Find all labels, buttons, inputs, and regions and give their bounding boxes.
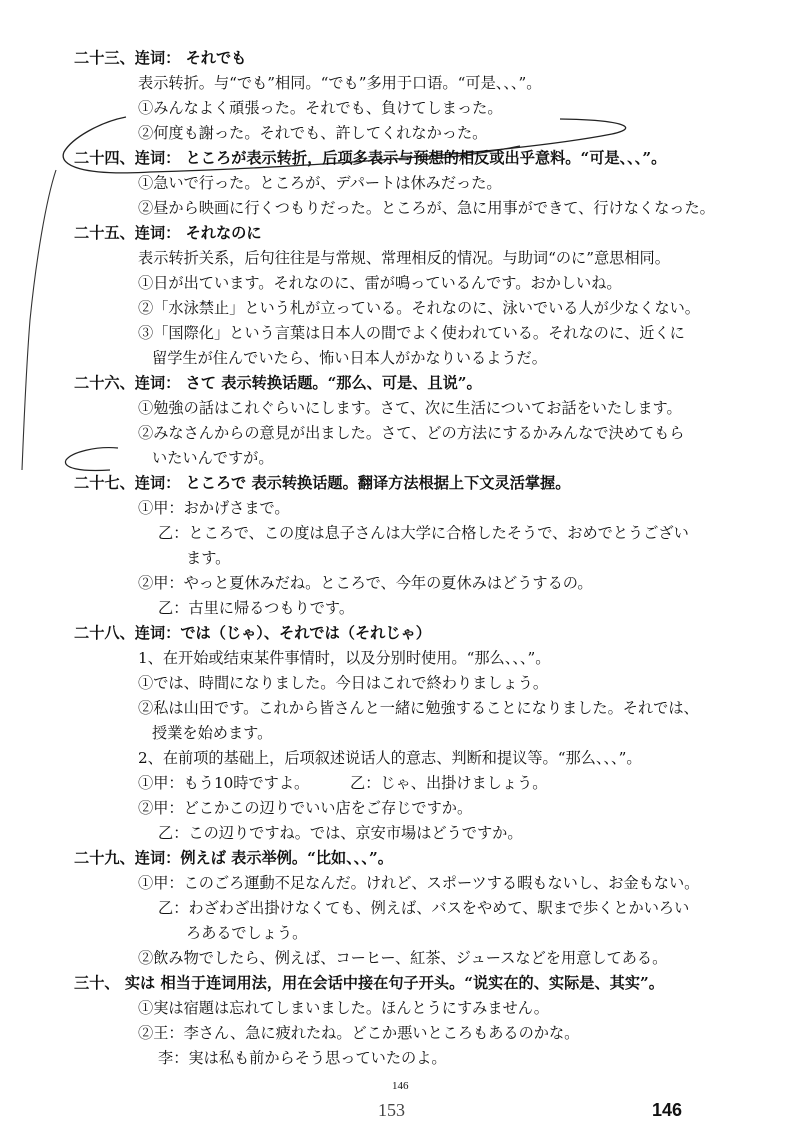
section-heading: 二十四、连词： ところが表示转折，后项多表示与预想的相反或出乎意料。“可是、、、”。 (74, 149, 667, 167)
example-line: ①急いで行った。ところが、デパートは休みだった。 (138, 174, 502, 192)
example-line: ②飲み物でしたら、例えば、コーヒー、紅茶、ジュースなどを用意してある。 (138, 949, 668, 967)
page-number-handwritten: 153 (378, 1100, 405, 1120)
dialogue-line: 乙：わざわざ出掛けなくても、例えば、バスをやめて、駅まで歩くとかいろい (158, 899, 690, 917)
section-heading: 二十六、连词： さて 表示转换话题。“那么、可是、且说”。 (74, 374, 482, 392)
page-number-stamp: 146 (652, 1100, 683, 1120)
example-line: ②昼から映画に行くつもりだった。ところが、急に用事ができて、行けなくなった。 (138, 199, 715, 217)
example-line: ②みなさんからの意見が出ました。さて、どの方法にするかみんなで決めてもら (138, 424, 685, 442)
page-number-printed: 146 (392, 1080, 409, 1092)
dialogue-line: ②甲：やっと夏休みだね。ところで、今年の夏休みはどうするの。 (138, 574, 593, 592)
dialogue-line-continued: ろあるでしょう。 (186, 924, 308, 942)
section-heading: 二十八、连词：では（じゃ）、それでは（それじゃ） (74, 624, 431, 642)
dialogue-line: 乙：この辺りですね。では、京安市場はどうですか。 (158, 824, 523, 842)
example-line-continued: いたいんですが。 (152, 449, 274, 467)
text-line: 表示转折。与“でも”相同。“でも”多用于口语。“可是、、、”。 (138, 74, 542, 92)
section-heading: 三十、 实は 相当于连词用法，用在会话中接在句子开头。“说实在的、实际是、其实”。 (74, 974, 664, 992)
dialogue-line: 乙：古里に帰るつもりです。 (158, 599, 355, 617)
text-line: 1、在开始或结束某件事情时，以及分别时使用。“那么、、、”。 (138, 649, 551, 667)
example-line-continued: 留学生が住んでいたら、怖い日本人がかなりいるようだ。 (152, 349, 547, 367)
section-heading: 二十五、连词： それなのに (74, 224, 262, 242)
text-line: 表示转折关系，后句往往是与常规、常理相反的情况。与助词“のに”意思相同。 (138, 249, 670, 267)
dialogue-line: ②甲：どこかこの辺りでいい店をご存じですか。 (138, 799, 473, 817)
example-line: ①日が出ています。それなのに、雷が鳴っているんです。おかしいね。 (138, 274, 622, 292)
section-heading: 二十九、连词：例えば 表示举例。“比如、、、”。 (74, 849, 393, 867)
example-line: ②私は山田です。これから皆さんと一緒に勉強することになりました。それでは、 (138, 699, 699, 717)
example-line: ②何度も謝った。それでも、許してくれなかった。 (138, 124, 488, 142)
text-line: 2、在前项的基础上，后项叙述说话人的意志、判断和提议等。“那么、、、”。 (138, 749, 642, 767)
dialogue-line: ②王：李さん、急に疲れたね。どこか悪いところもあるのかな。 (138, 1024, 580, 1042)
pen-circle-mark-small (65, 448, 118, 471)
section-heading: 二十七、连词： ところで 表示转换话题。翻译方法根据上下文灵活掌握。 (74, 474, 571, 492)
example-line: ①では、時間になりました。今日はこれで終わりましょう。 (138, 674, 549, 692)
example-line: ①実は宿題は忘れてしまいました。ほんとうにすみません。 (138, 999, 549, 1017)
dialogue-line: ①甲：おかげさまで。 (138, 499, 290, 517)
section-heading: 二十三、连词： それでも (74, 49, 247, 67)
example-line-continued: 授業を始めます。 (152, 724, 273, 742)
dialogue-line: ①甲：このごろ運動不足なんだ。けれど、スポーツする暇もないし、お金もない。 (138, 874, 700, 892)
dialogue-line: ①甲：もう10時ですよ。 (138, 774, 310, 792)
example-line: ③「国際化」という言葉は日本人の間でよく使われている。それなのに、近くに (138, 324, 685, 342)
dialogue-line: 李：実は私も前からそう思っていたのよ。 (158, 1049, 447, 1067)
example-line: ①勉強の話はこれぐらいにします。さて、次に生活についてお話をいたします。 (138, 399, 682, 417)
dialogue-line: 乙：じゃ、出掛けましょう。 (350, 774, 548, 792)
example-line: ②「水泳禁止」という札が立っている。それなのに、泳いでいる人が少なくない。 (138, 299, 700, 317)
pen-bracket-line (22, 170, 56, 470)
example-line: ①みんなよく頑張った。それでも、負けてしまった。 (138, 99, 503, 117)
dialogue-line: 乙：ところで、この度は息子さんは大学に合格したそうで、おめでとうござい (158, 524, 689, 542)
dialogue-line-continued: ます。 (186, 549, 231, 567)
